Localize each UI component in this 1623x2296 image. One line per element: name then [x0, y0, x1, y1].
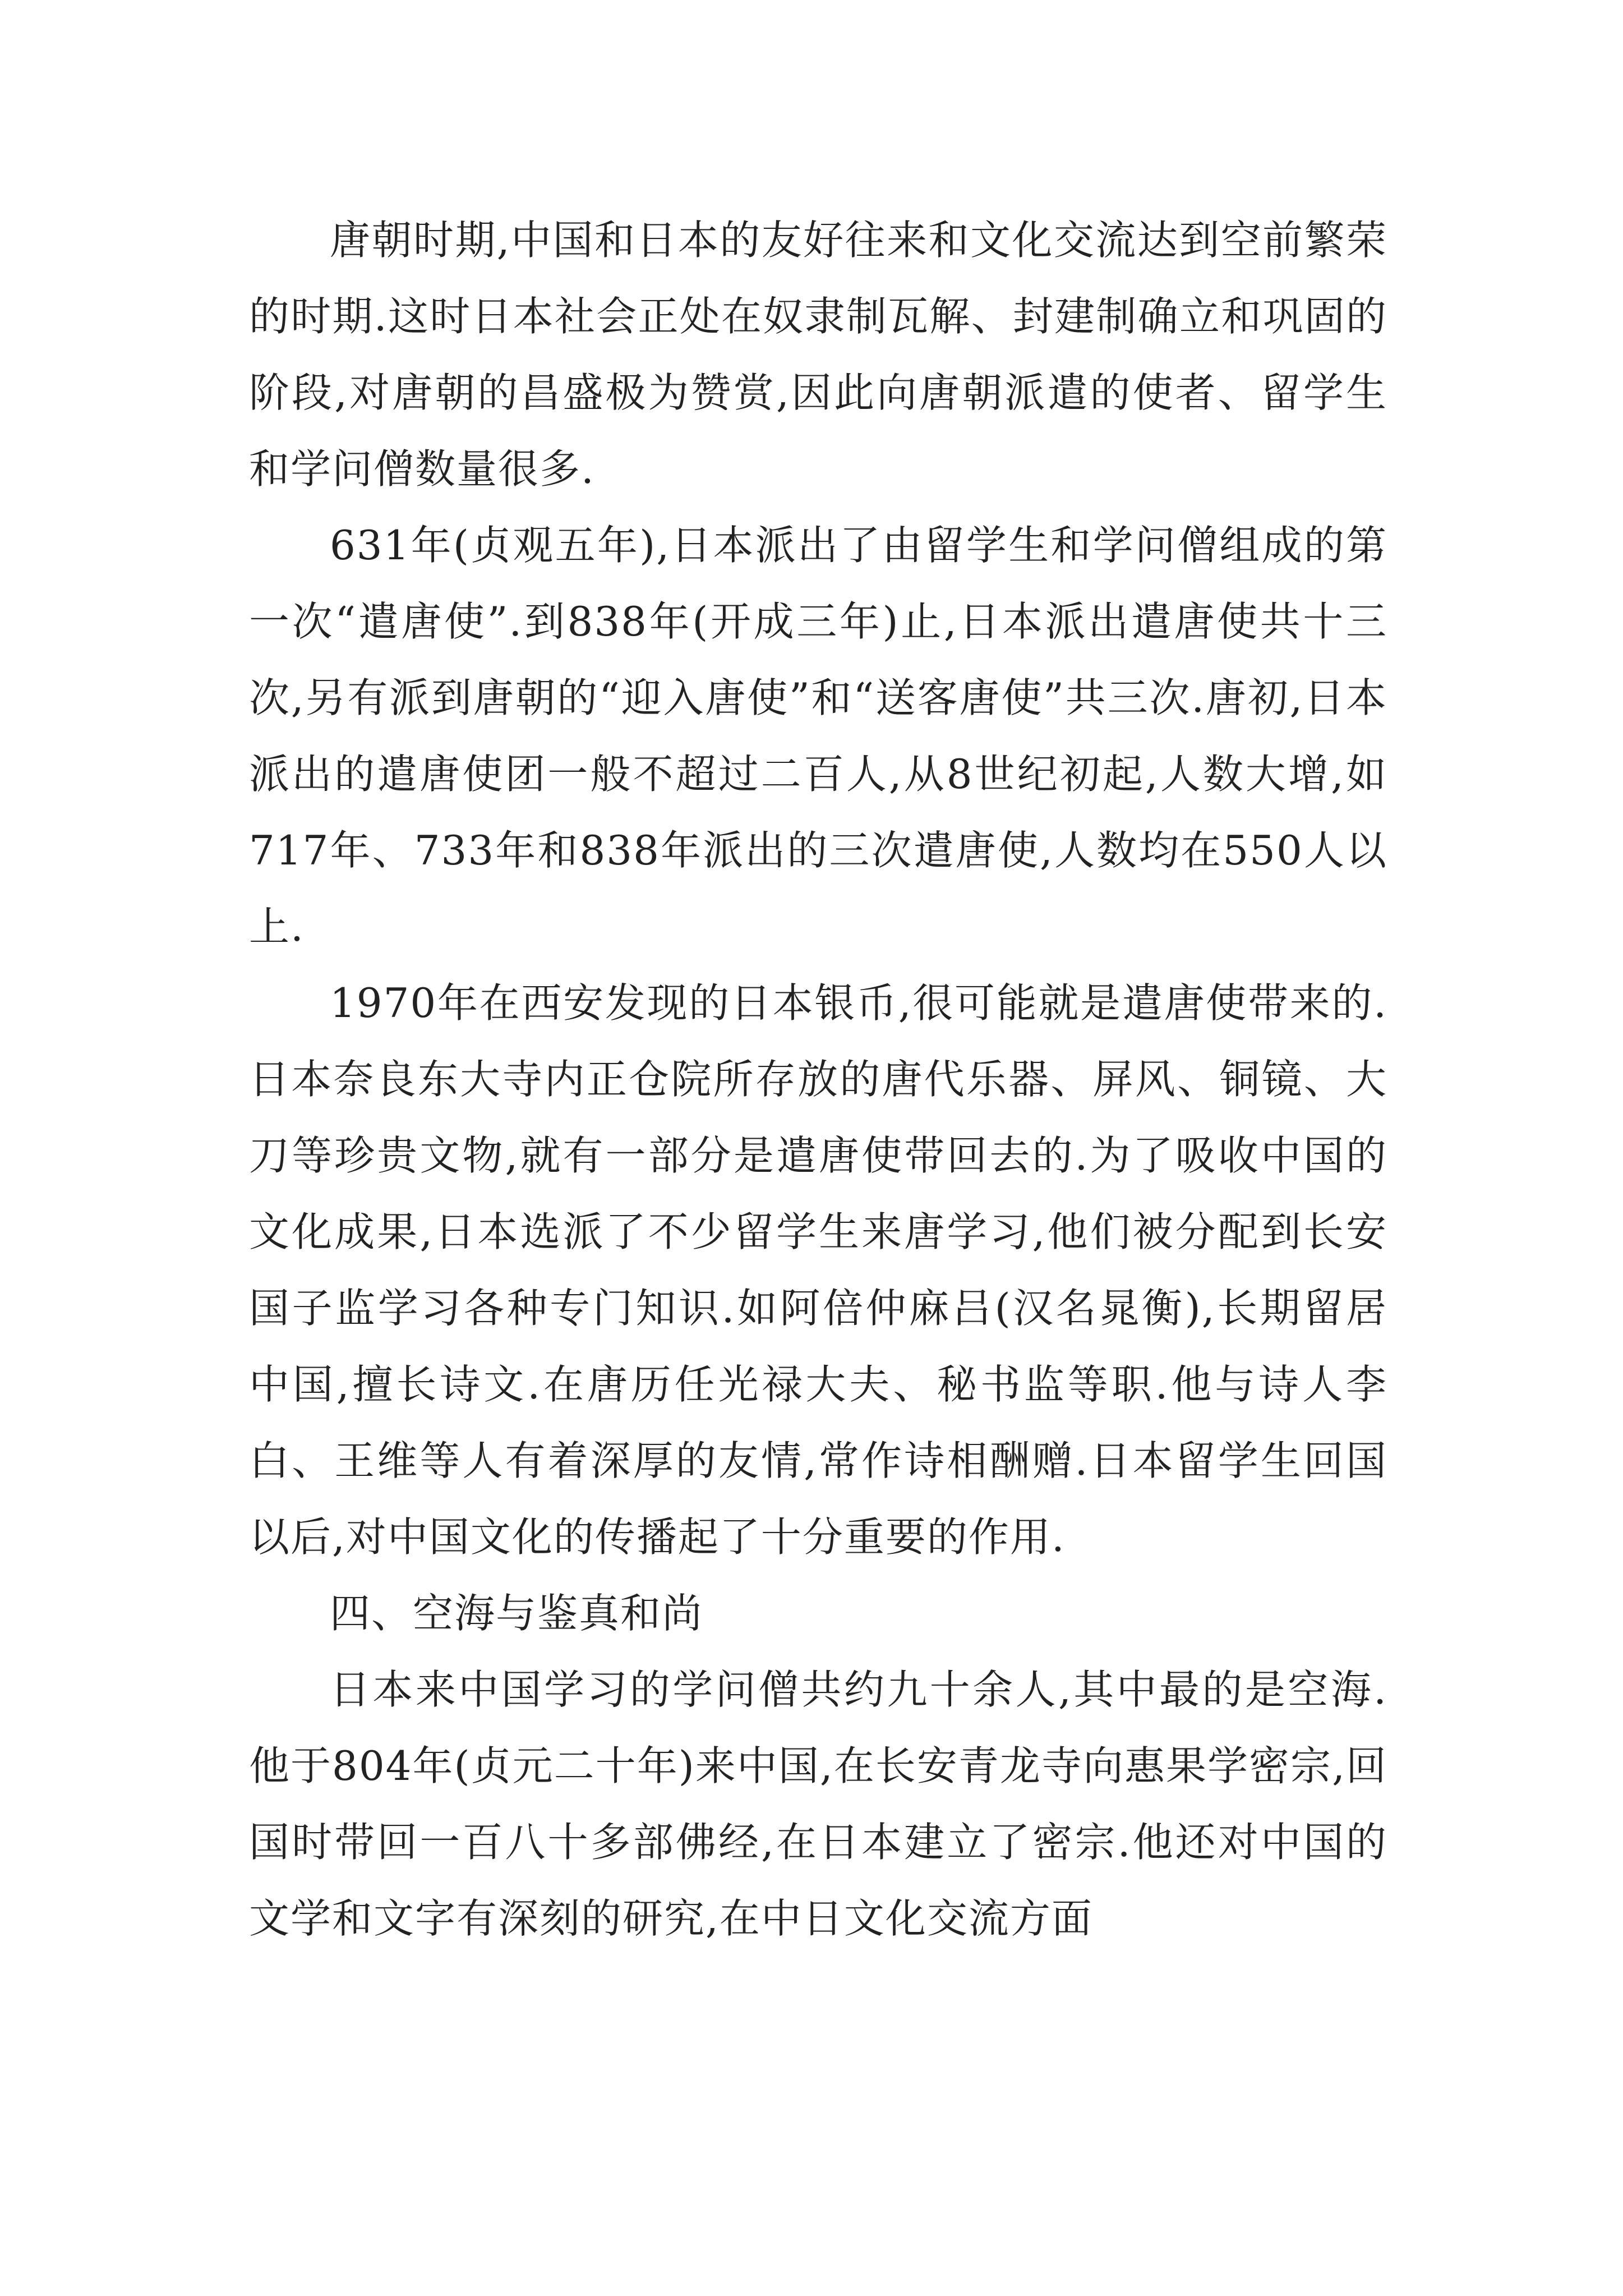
paragraph-tang-japan-exchange: 唐朝时期,中国和日本的友好往来和文化交流达到空前繁荣的时期.这时日本社会正处在奴隶制瓦解、封建制确立和巩固的阶段,对唐朝的昌盛极为赞赏,因此向唐朝派遣的使者、留学生和学问僧数量很多. [249, 217, 1387, 493]
paragraph-kukai: 日本来中国学习的学问僧共约九十余人,其中最的是空海.他于804年(贞元二十年)来中国,在长安青龙寺向惠果学密宗,回国时带回一百八十多部佛经,在日本建立了密宗.他还对中国的文学和文字有深刻的研究,在中日文化交流方面 [249, 1666, 1387, 1942]
document-body [249, 202, 1387, 1957]
paragraph-envoys-to-tang: 631年(贞观五年),日本派出了由留学生和学问僧组成的第一次“遣唐使”.到838年(开成三年)止,日本派出遣唐使共十三次,另有派到唐朝的“迎入唐使”和“送客唐使”共三次.唐初,日本派出的遣唐使团一般不超过二百人,从8世纪初起,人数大增,如717年、733年和838年派出的三次遣唐使,人数均在550人以上. [249, 522, 1387, 950]
paragraph-students-and-relics: 1970年在西安发现的日本银币,很可能就是遣唐使带来的.日本奈良东大寺内正仓院所存放的唐代乐器、屏风、铜镜、大刀等珍贵文物,就有一部分是遣唐使带回去的.为了吸收中国的文化成果,日本选派了不少留学生来唐学习,他们被分配到长安国子监学习各种专门知识.如阿倍仲麻吕(汉名晁衡),长期留居中国,擅长诗文.在唐历任光禄大夫、秘书监等职.他与诗人李白、王维等人有着深厚的友情,常作诗相酬赠.日本留学生回国以后,对中国文化的传播起了十分重要的作用. [249, 979, 1387, 1561]
section-heading-kukai-jianzhen: 四、空海与鉴真和尚 [330, 1590, 704, 1637]
